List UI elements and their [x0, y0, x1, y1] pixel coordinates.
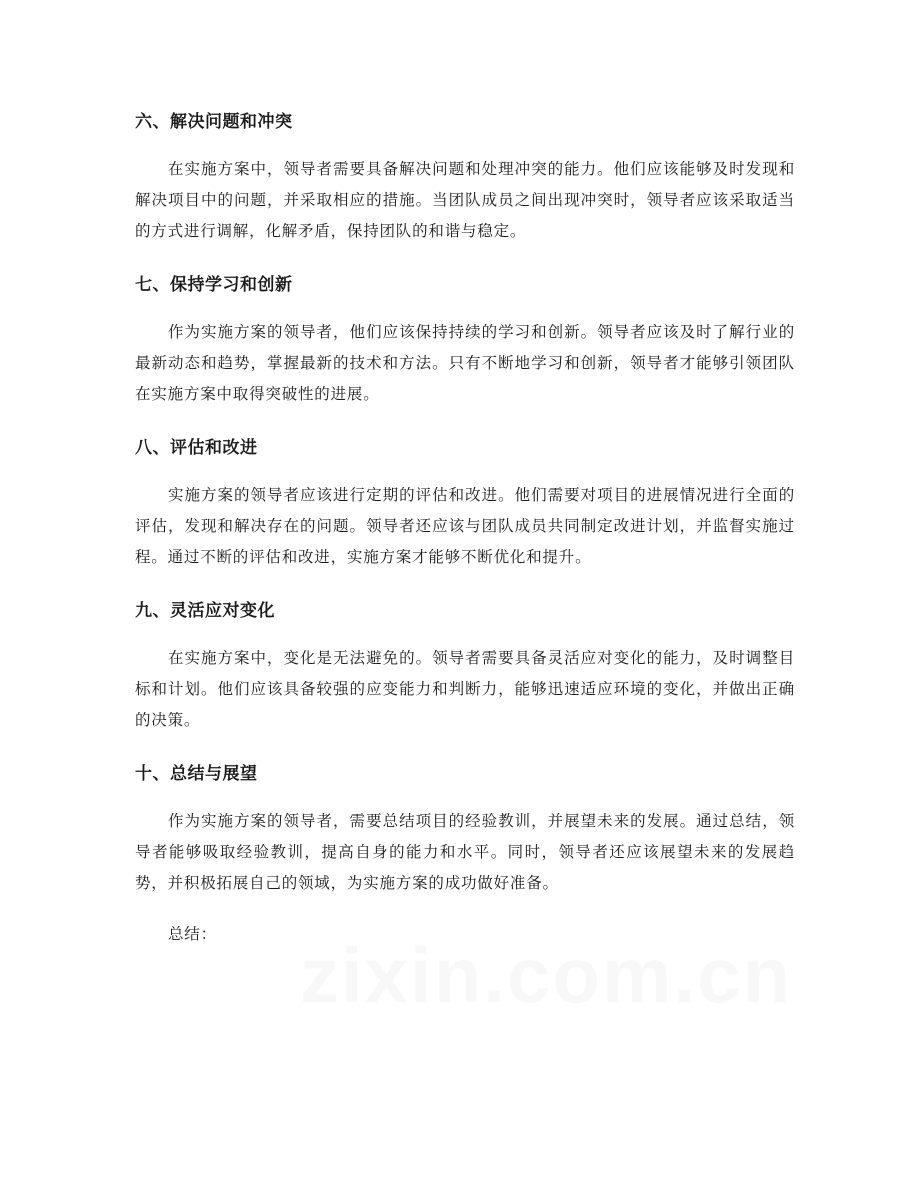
section-heading: 八、评估和改进 — [135, 438, 258, 458]
section-adapting-to-change — [135, 593, 795, 736]
section-paragraph: 在实施方案中，变化是无法避免的。领导者需要具备灵活应对变化的能力，及时调整目标和计划。他们应该具备较强的应变能力和判断力，能够迅速适应环境的变化，并做出正确的决策。 — [135, 649, 795, 729]
section-paragraph: 实施方案的领导者应该进行定期的评估和改进。他们需要对项目的进展情况进行全面的评估，发现和解决存在的问题。领导者还应该与团队成员共同制定改进计划，并监督实施过程。通过不断的评估和改进，实施方案才能够不断优化和提升。 — [135, 486, 795, 566]
section-paragraph: 在实施方案中，领导者需要具备解决问题和处理冲突的能力。他们应该能够及时发现和解决项目中的问题，并采取相应的措施。当团队成员之间出现冲突时，领导者应该采取适当的方式进行调解，化解矛盾，保持团队的和谐与稳定。 — [135, 160, 795, 240]
section-heading: 九、灵活应对变化 — [135, 601, 275, 621]
watermark: zixin.com.cn — [300, 931, 793, 1019]
section-learning-innovation — [135, 267, 795, 410]
section-heading: 十、总结与展望 — [135, 764, 258, 784]
section-paragraph: 作为实施方案的领导者，需要总结项目的经验教训，并展望未来的发展。通过总结，领导者能够吸取经验教训，提高自身的能力和水平。同时，领导者还应该展望未来的发展趋势，并积极拓展自己的领域，为实施方案的成功做好准备。 — [135, 812, 795, 892]
section-summary-outlook — [135, 756, 795, 899]
section-heading: 六、解决问题和冲突 — [135, 112, 293, 132]
section-problem-solving — [135, 104, 795, 247]
section-evaluation-improvement — [135, 430, 795, 573]
summary-label: 总结： — [168, 925, 217, 943]
document-body — [135, 104, 795, 950]
section-heading: 七、保持学习和创新 — [135, 275, 293, 295]
section-paragraph: 作为实施方案的领导者，他们应该保持持续的学习和创新。领导者应该及时了解行业的最新动态和趋势，掌握最新的技术和方法。只有不断地学习和创新，领导者才能够引领团队在实施方案中取得突破性的进展。 — [135, 323, 795, 403]
